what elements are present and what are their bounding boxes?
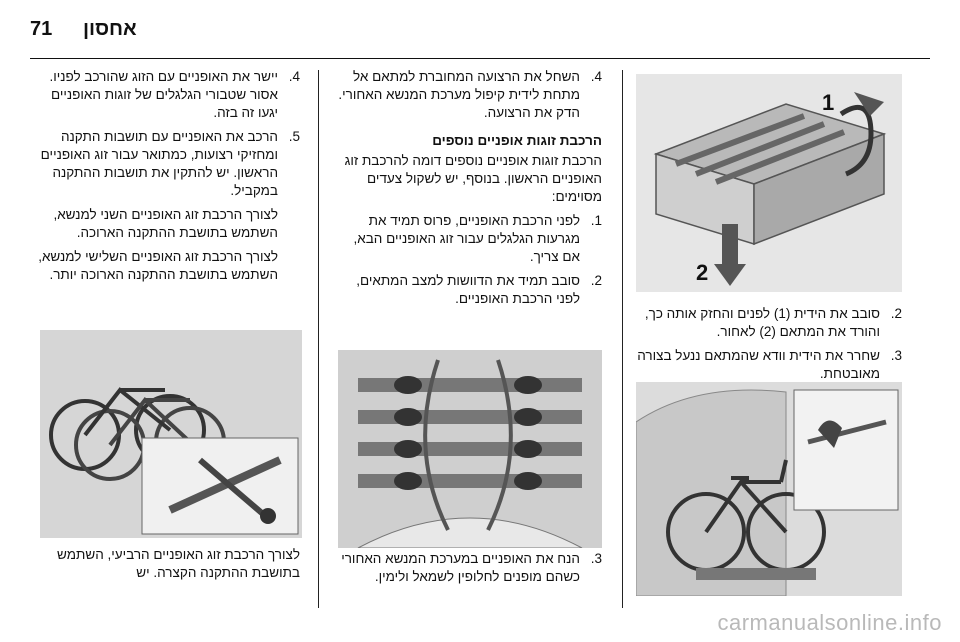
- section-intro: הרכבת זוגות אופניים נוספים דומה להרכבת זוג האופניים הראשון. בנוסף, יש לשקול צעדים מסוימים:: [344, 153, 602, 204]
- sub-note-second-pair: לצורך הרכבת זוג האופניים השני למנשא, השתמש בתושבת ההתקנה הארוכה.: [53, 207, 278, 240]
- figure-label-2: 2: [696, 260, 709, 285]
- bike-mounted-illustration: [636, 382, 902, 596]
- figure-carrier-top-view: [338, 350, 602, 548]
- step-text: יישר את האופניים עם הזוג שהורכב לפניו. אסור שטבורי הגלגלים של זוגות האופניים יגעו זה בזה.: [49, 69, 278, 120]
- step-3: [334, 550, 602, 586]
- step-4: [36, 68, 300, 122]
- step-number: 1.: [590, 213, 602, 228]
- carrier-top-view-illustration: [338, 350, 602, 548]
- header-rule: [30, 58, 930, 59]
- right-column-text: [636, 305, 902, 389]
- step-text: לפני הרכבת האופניים, פרוס תמיד את מגרעות הגלגלים עבור זוג האופניים הבא, אם צריך.: [353, 213, 580, 264]
- step-text: הרכב את האופניים עם תושבות התקנה ומחזיקי רצועות, כמתואר עבור זוג האופניים הראשון. יש להתקין את תושבות ההתקנה במקביל.: [40, 129, 278, 198]
- adapter-handle-illustration: [636, 74, 902, 292]
- step-number: 3.: [890, 348, 902, 363]
- step-text: הנח את האופניים במערכת המנשא האחורי כשהם מופנים לחלופין לשמאל ולימין.: [341, 551, 580, 584]
- step-text: השחל את הרצועה המחוברת למתאם אל מתחת לידית קיפול מערכת המנשא האחורי. הדק את הרצועה.: [338, 69, 580, 120]
- step-number: 4.: [288, 69, 300, 84]
- step-4: [334, 68, 602, 122]
- step-text: סובב תמיד את הדוושות למצב המתאים, לפני הרכבת האופניים.: [356, 273, 580, 306]
- figure-bikes-with-mount-detail: [40, 330, 302, 538]
- section-heading: הרכבת זוגות אופניים נוספים: [432, 133, 602, 148]
- step-2: [334, 272, 602, 308]
- step-2: [636, 305, 902, 341]
- page-title: אחסון: [83, 18, 137, 40]
- step-3: [636, 347, 902, 383]
- step-text: סובב את הידית (1) לפנים והחזק אותה כך, והורד את המתאם (2) לאחור.: [644, 306, 880, 339]
- step-5: [36, 128, 300, 200]
- step-text: שחרר את הידית וודא שהמתאם ננעל בצורה מאובטחת.: [637, 348, 880, 381]
- step-number: 5.: [288, 129, 300, 144]
- step-number: 3.: [590, 551, 602, 566]
- continuation-text: לצורך הרכבת זוג האופניים הרביעי, השתמש בתושבת ההתקנה הקצרה. יש: [57, 547, 300, 580]
- figure-label-1: 1: [822, 90, 835, 115]
- left-column-text: [36, 68, 300, 290]
- step-number: 4.: [590, 69, 602, 84]
- left-column-bottom: [36, 546, 300, 588]
- step-1: [334, 212, 602, 266]
- step-number: 2.: [590, 273, 602, 288]
- middle-column-text: [334, 68, 602, 314]
- column-divider-right: [622, 70, 623, 608]
- middle-column-bottom: [334, 550, 602, 592]
- figure-bike-mounted-on-car: [636, 382, 902, 596]
- step-number: 2.: [890, 306, 902, 321]
- figure-adapter-handle: [636, 74, 902, 292]
- page-number: 71: [30, 18, 53, 40]
- bikes-mount-illustration: [40, 330, 302, 538]
- watermark: carmanualsonline.info: [717, 610, 942, 635]
- sub-note-third-pair: לצורך הרכבת זוג האופניים השלישי למנשא, השתמש בתושבת ההתקנה הארוכה יותר.: [38, 249, 278, 282]
- column-divider-left: [318, 70, 319, 608]
